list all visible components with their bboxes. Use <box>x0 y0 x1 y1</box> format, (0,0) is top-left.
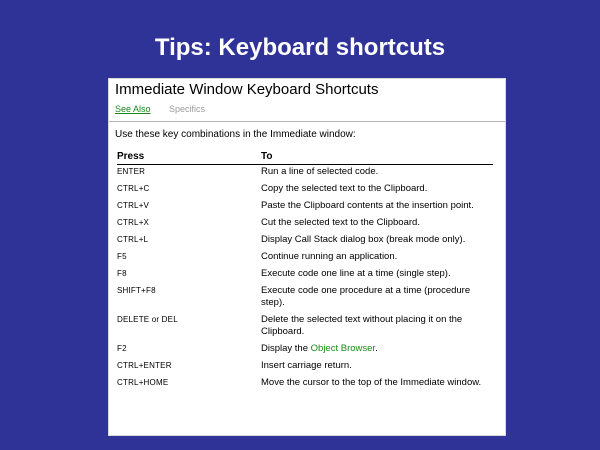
shortcut-key: ENTER <box>117 167 146 176</box>
table-row <box>117 376 493 393</box>
shortcut-key: CTRL+V <box>117 201 150 210</box>
shortcut-description: Execute code one line at a time (single step). <box>261 268 451 279</box>
shortcut-key: SHIFT+F8 <box>117 286 156 295</box>
help-window <box>108 78 506 436</box>
shortcut-key: CTRL+HOME <box>117 378 169 387</box>
shortcut-key: CTRL+L <box>117 235 149 244</box>
table-row <box>117 216 493 233</box>
table-row <box>117 165 493 183</box>
shortcut-key: F2 <box>117 344 127 353</box>
description-text: Display the <box>261 343 311 354</box>
shortcut-key: F5 <box>117 252 127 261</box>
table-row <box>117 250 493 267</box>
shortcut-description: Cut the selected text to the Clipboard. <box>261 217 420 228</box>
see-also-link[interactable]: See Also <box>115 104 151 114</box>
column-header-to: To <box>261 151 493 165</box>
divider <box>109 121 505 122</box>
shortcut-key: CTRL+X <box>117 218 150 227</box>
column-header-press: Press <box>117 151 261 165</box>
table-row <box>117 359 493 376</box>
table-row <box>117 199 493 216</box>
table-row <box>117 233 493 250</box>
description-text: . <box>375 343 378 354</box>
table-row <box>117 267 493 284</box>
shortcut-description: Run a line of selected code. <box>261 166 379 177</box>
shortcut-key: DELETE or DEL <box>117 315 178 324</box>
table-header-row <box>117 151 493 165</box>
shortcut-key: F8 <box>117 269 127 278</box>
table-row <box>117 284 493 313</box>
shortcuts-table <box>117 151 493 393</box>
specifics-link[interactable]: Specifics <box>169 104 206 114</box>
help-topic-title: Immediate Window Keyboard Shortcuts <box>115 81 379 98</box>
shortcut-description: Copy the selected text to the Clipboard. <box>261 183 428 194</box>
object-browser-link[interactable]: Object Browser <box>310 343 376 354</box>
intro-text: Use these key combinations in the Immediate window: <box>115 129 356 140</box>
shortcut-description: Display Call Stack dialog box (break mode only). <box>261 234 466 245</box>
shortcut-description: Move the cursor to the top of the Immediate window. <box>261 377 482 388</box>
shortcut-description: Execute code one procedure at a time (procedure step). <box>261 285 471 308</box>
table-row <box>117 313 493 342</box>
shortcut-description: Insert carriage return. <box>261 360 352 371</box>
table-row <box>117 182 493 199</box>
shortcut-key: CTRL+ENTER <box>117 361 172 370</box>
shortcut-description: Continue running an application. <box>261 251 398 262</box>
shortcut-key: CTRL+C <box>117 184 150 193</box>
slide-title: Tips: Keyboard shortcuts <box>154 34 446 61</box>
shortcut-description: Paste the Clipboard contents at the insertion point. <box>261 200 474 211</box>
shortcut-description: Delete the selected text without placing it on the Clipboard. <box>261 314 463 337</box>
shortcut-description <box>261 342 493 359</box>
table-row <box>117 342 493 359</box>
help-link-row <box>115 104 205 114</box>
